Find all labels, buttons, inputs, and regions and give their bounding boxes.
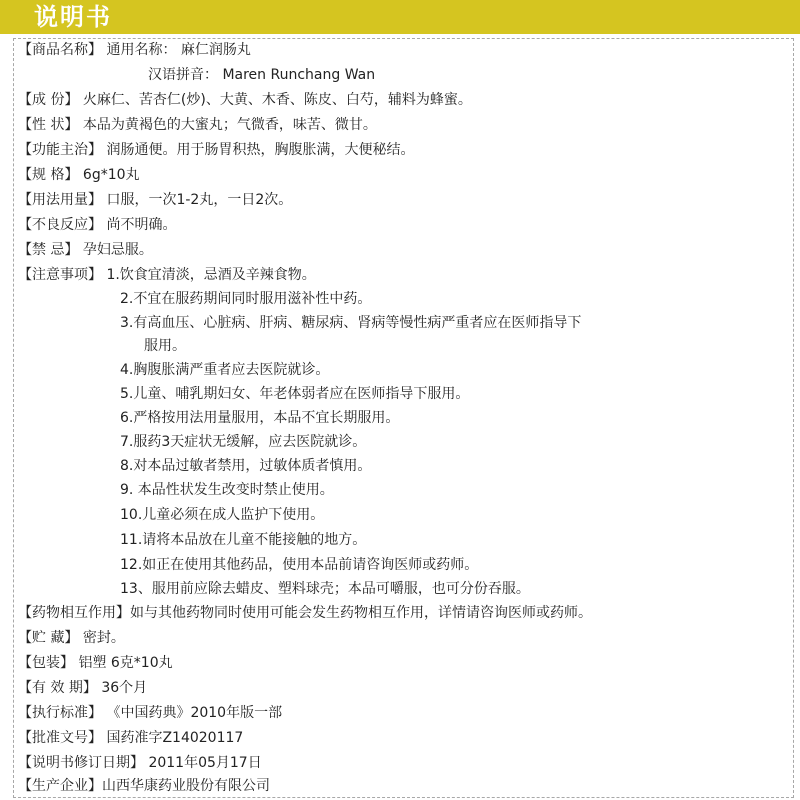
field-value: 36个月 <box>101 680 148 696</box>
field-value: 通用名称： 麻仁润肠丸 <box>106 42 251 58</box>
precaution-item: 10.儿童必须在成人监护下使用。 <box>120 507 325 523</box>
field-label: 【说明书修订日期】 <box>18 755 144 771</box>
field-value: 本品为黄褐色的大蜜丸；气微香，味苦、微甘。 <box>82 117 377 133</box>
field-label: 【执行标准】 <box>18 705 102 721</box>
field-product-name <box>18 38 251 62</box>
page-title: 说明书 <box>34 3 112 31</box>
field-label: 【成 份】 <box>18 92 79 108</box>
field-label: 【商品名称】 <box>18 42 102 58</box>
precaution-item-continued: 服用。 <box>144 338 186 354</box>
field-value: 孕妇忌服。 <box>82 242 153 258</box>
precaution-item: 9. 本品性状发生改变时禁止使用。 <box>120 482 334 498</box>
field-specification <box>18 163 140 187</box>
precaution-item: 12.如正在使用其他药品，使用本品前请咨询医师或药师。 <box>120 557 479 573</box>
field-dosage <box>18 188 292 212</box>
field-label: 【功能主治】 <box>18 142 102 158</box>
field-value: 密封。 <box>82 630 125 646</box>
field-packaging <box>18 651 173 675</box>
precaution-item: 8.对本品过敏者禁用，过敏体质者慎用。 <box>120 458 372 474</box>
precaution-item: 3.有高血压、心脏病、肝病、糖尿病、肾病等慢性病严重者应在医师指导下 <box>120 315 582 331</box>
field-label: 【贮 藏】 <box>18 630 79 646</box>
field-label: 【包装】 <box>18 655 74 671</box>
field-drug-interactions <box>18 601 592 625</box>
field-label: 【生产企业】 <box>18 778 102 794</box>
field-ingredients <box>18 88 472 112</box>
field-value: 2011年05月17日 <box>148 755 262 771</box>
precaution-item: 6.严格按用法用量服用，本品不宜长期服用。 <box>120 410 400 426</box>
field-label: 【批准文号】 <box>18 730 102 746</box>
field-value: 如与其他药物同时使用可能会发生药物相互作用，详情请咨询医师或药师。 <box>130 605 592 621</box>
precaution-item: 4.胸腹胀满严重者应去医院就诊。 <box>120 362 330 378</box>
precaution-item: 11.请将本品放在儿童不能接触的地方。 <box>120 532 367 548</box>
field-value: 山西华康药业股份有限公司 <box>102 778 270 794</box>
precaution-item: 13、服用前应除去蜡皮、塑料球壳；本品可嚼服，也可分份吞服。 <box>120 581 530 597</box>
field-shelf-life <box>18 676 147 700</box>
precaution-item: 2.不宜在服药期间同时服用滋补性中药。 <box>120 291 372 307</box>
precaution-item: 7.服药3天症状无缓解，应去医院就诊。 <box>120 434 367 450</box>
field-appearance <box>18 113 377 137</box>
field-label: 【用法用量】 <box>18 192 102 208</box>
field-adverse-reactions <box>18 213 176 237</box>
field-standard <box>18 701 282 725</box>
field-manufacturer <box>18 774 270 798</box>
field-value: 口服，一次1-2丸，一日2次。 <box>106 192 293 208</box>
field-label: 【有 效 期】 <box>18 680 97 696</box>
field-value: 1.饮食宜清淡，忌酒及辛辣食物。 <box>106 267 316 283</box>
field-value: 润肠通便。用于肠胃积热，胸腹胀满，大便秘结。 <box>106 142 415 158</box>
field-pinyin <box>148 63 375 87</box>
field-value: 6g*10丸 <box>82 167 140 183</box>
field-label: 【规 格】 <box>18 167 79 183</box>
field-value: 尚不明确。 <box>106 217 177 233</box>
field-label: 【注意事项】 <box>18 267 102 283</box>
field-value: 铝塑 6克*10丸 <box>78 655 173 671</box>
field-approval-number <box>18 726 243 750</box>
field-label: 【药物相互作用】 <box>18 605 130 621</box>
precaution-item: 5.儿童、哺乳期妇女、年老体弱者应在医师指导下服用。 <box>120 386 470 402</box>
field-label: 【禁 忌】 <box>18 242 79 258</box>
field-storage <box>18 626 125 650</box>
field-label: 【性 状】 <box>18 117 79 133</box>
field-value: 《中国药典》2010年版一部 <box>106 705 283 721</box>
field-precautions <box>18 263 316 287</box>
field-value: 汉语拼音： Maren Runchang Wan <box>148 67 376 83</box>
field-label: 【不良反应】 <box>18 217 102 233</box>
field-value: 国药准字Z14020117 <box>106 730 244 746</box>
field-revision-date <box>18 751 262 775</box>
field-value: 火麻仁、苦杏仁(炒)、大黄、木香、陈皮、白芍，辅料为蜂蜜。 <box>82 92 472 108</box>
field-indications <box>18 138 414 162</box>
field-contraindications <box>18 238 153 262</box>
